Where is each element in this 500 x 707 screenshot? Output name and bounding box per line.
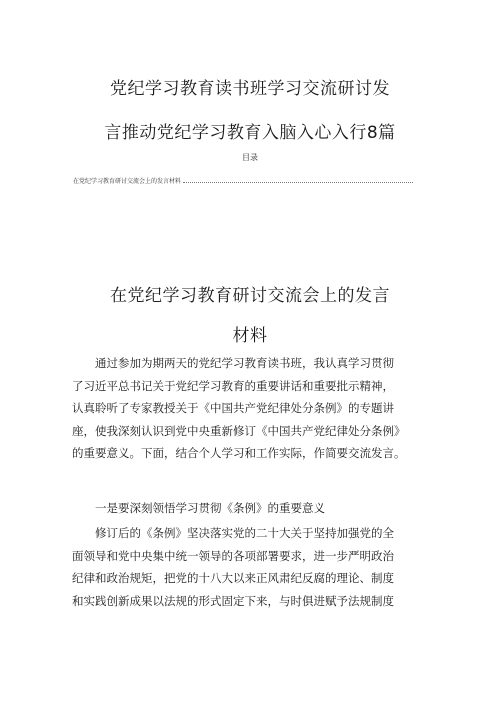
paragraph-line: 座，使我深刻认识到党中央重新修订《中国共产党纪律处分条例》 bbox=[72, 423, 406, 438]
toc-entry[interactable] bbox=[73, 176, 413, 185]
toc-heading: 目录 bbox=[242, 153, 258, 162]
paragraph-line: 认真聆听了专家教授关于《中国共产党纪律处分条例》的专题讲 bbox=[72, 401, 394, 415]
document-title-line-1: 党纪学习教育读书班学习交流研讨发 bbox=[110, 79, 390, 99]
paragraph-line: 了习近平总书记关于党纪学习教育的重要讲话和重要批示精神， bbox=[72, 378, 394, 393]
section-title-line-1: 在党纪学习教育研讨交流会上的发言 bbox=[110, 286, 390, 306]
paragraph-line: 纪律和政治规矩，把党的十八大以来正风肃纪反腐的理论、制度 bbox=[72, 571, 394, 585]
subheading-1 bbox=[95, 497, 435, 520]
paragraph-2 bbox=[72, 522, 432, 612]
paragraph-line: 通过参加为期两天的党纪学习教育读书班，我认真学习贯彻 bbox=[95, 356, 394, 370]
subheading-text: 一是要深刻领悟学习贯彻《条例》的重要意义 bbox=[95, 501, 325, 515]
toc-leader-dots bbox=[183, 177, 413, 183]
document-title-line-2: 言推动党纪学习教育入脑入心入行8篇 bbox=[104, 123, 396, 143]
paragraph-line: 面领导和党中央集中统一领导的各项部署要求，进一步严明政治 bbox=[72, 548, 394, 563]
paragraph-line: 修订后的《条例》坚决落实党的二十大关于坚持加强党的全 bbox=[95, 526, 394, 540]
paragraph-line: 和实践创新成果以法规的形式固定下来，与时俱进赋予法规制度 bbox=[72, 593, 394, 608]
paragraph-line: 的重要意义。下面，结合个人学习和工作实际，作简要交流发言。 bbox=[72, 446, 406, 460]
section-title-line-2: 材料 bbox=[232, 326, 268, 346]
toc-entry-text: 在党纪学习教育研讨交流会上的发言材料 bbox=[73, 178, 182, 185]
paragraph-intro bbox=[72, 352, 432, 465]
